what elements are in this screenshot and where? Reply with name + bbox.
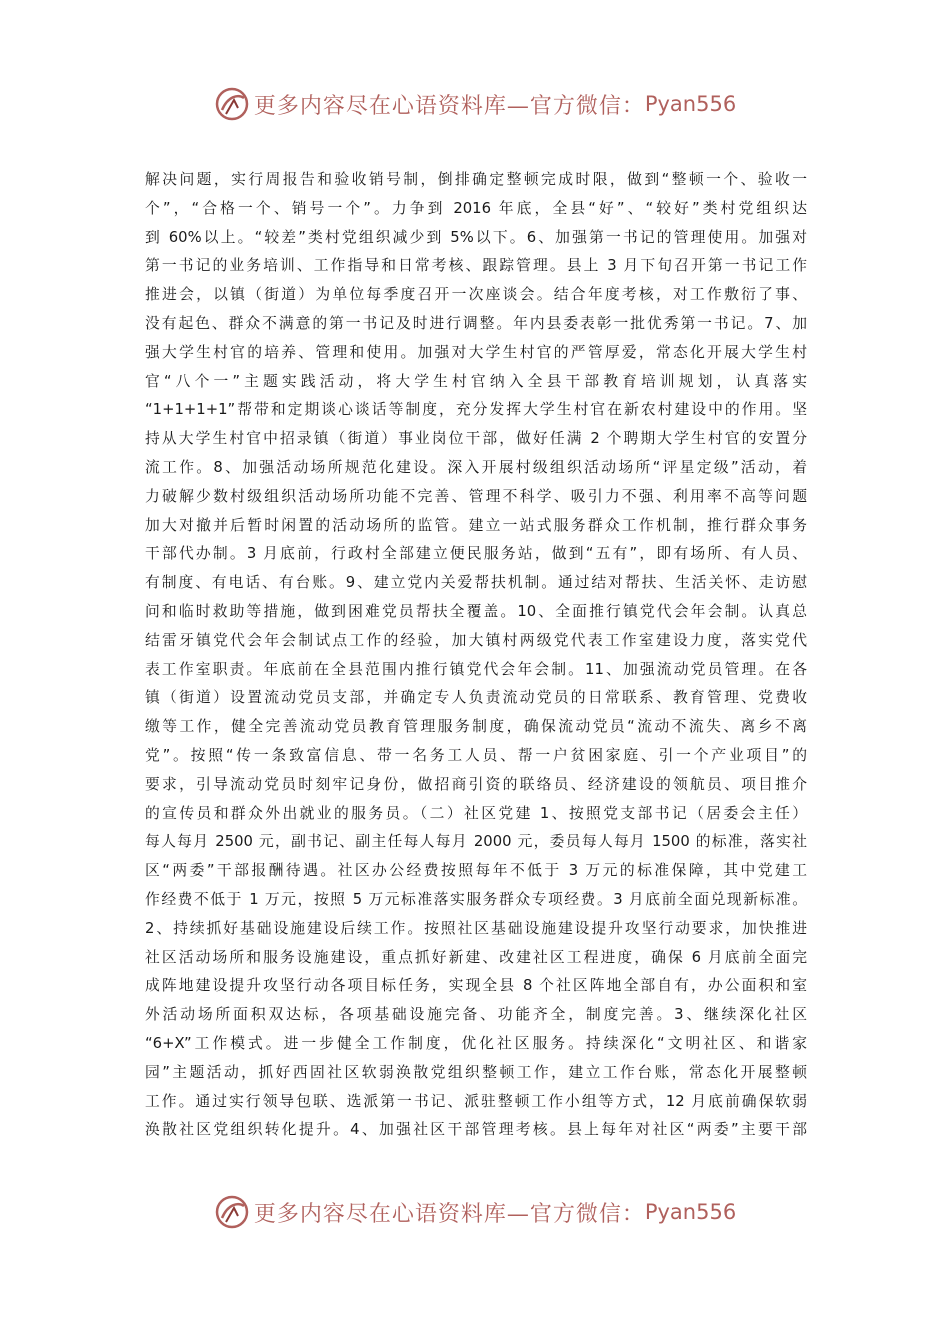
body-line: 解决问题，实行周报告和验收销号制，倒排确定整顿完成时限，做到“整顿一个、验收一 [145,171,807,188]
body-line: 涣散社区党组织转化提升。4、加强社区干部管理考核。县上每年对社区“两委”主要干部 [145,1121,807,1139]
body-line: 区“两委”干部报酬待遇。社区办公经费按照每年不低于 3 万元的标准保障，其中党建工 [145,862,807,880]
body-line: 问和临时救助等措施，做到困难党员帮扶全覆盖。10、全面推行镇党代会年会制。认真总 [145,602,807,620]
body-line: 第一书记的业务培训、工作指导和日常考核、跟踪管理。县上 3 月下旬召开第一书记工作 [145,257,807,275]
body-line: 到 60%以上。“较差”类村党组织减少到 5%以下。6、加强第一书记的管理使用。加强对 [145,228,807,246]
document-body [145,166,807,1145]
body-line: 社区活动场所和服务设施建设，重点抓好新建、改建社区工程进度，确保 6 月底前全面完 [145,948,807,966]
body-line: 成阵地建设提升攻坚行动各项目标任务，实现全县 8 个社区阵地全部自有，办公面积和室 [145,977,807,995]
body-line: 工作。通过实行领导包联、选派第一书记、派驻整顿工作小组等方式，12 月底前确保软弱 [145,1092,807,1110]
body-line: 个”，“合格一个、销号一个”。力争到 2016 年底，全县“好”、“较好”类村党组织达 [145,199,807,217]
body-line: “1+1+1+1”帮带和定期谈心谈话等制度，充分发挥大学生村官在新农村建设中的作用。坚 [145,401,807,419]
banner-text: 更多内容尽在心语资料库—官方微信： [253,93,645,119]
body-line: “6+X”工作模式。进一步健全工作制度，优化社区服务。持续深化“文明社区、和谐家 [145,1034,807,1052]
header-watermark-banner [0,82,950,126]
footer-watermark-banner [0,1190,950,1234]
body-line: 党”。按照“传一条致富信息、带一名务工人员、帮一户贫困家庭、引一个产业项目”的 [145,746,807,764]
body-line: 干部代办制。3 月底前，行政村全部建立便民服务站，做到“五有”，即有场所、有人员、 [145,545,807,563]
body-line: 园”主题活动，抓好西固社区软弱涣散党组织整顿工作，建立工作台账，常态化开展整顿 [145,1063,807,1081]
body-line: 力破解少数村级组织活动场所功能不完善、管理不科学、吸引力不强、利用率不高等问题 [145,487,807,505]
body-line: 持从大学生村官中招录镇（街道）事业岗位干部，做好任满 2 个聘期大学生村官的安置分 [145,430,807,448]
body-line: 有制度、有电话、有台账。9、建立党内关爱帮扶机制。通过结对帮扶、生活关怀、走访慰 [145,574,807,592]
body-line: 官“八个一”主题实践活动，将大学生村官纳入全县干部教育培训规划，认真落实 [145,372,807,390]
body-line: 没有起色、群众不满意的第一书记及时进行调整。年内县委表彰一批优秀第一书记。7、加 [145,314,807,332]
body-line: 结雷牙镇党代会年会制试点工作的经验，加大镇村两级党代表工作室建设力度，落实党代 [145,631,807,649]
body-line: 强大学生村官的培养、管理和使用。加强对大学生村官的严管厚爱，常态化开展大学生村 [145,343,807,361]
body-line: 每人每月 2500 元，副书记、副主任每人每月 2000 元，委员每人每月 1500 的标准，落实社 [145,833,807,851]
body-line: 推进会，以镇（街道）为单位每季度召开一次座谈会。结合年度考核，对工作敷衍了事、 [145,286,807,304]
body-line: 加大对撤并后暂时闲置的活动场所的监管。建立一站式服务群众工作机制，推行群众事务 [145,516,807,534]
logo-icon [214,1194,250,1230]
body-line: 要求，引导流动党员时刻牢记身份，做招商引资的联络员、经济建设的领航员、项目推介 [145,775,807,793]
banner-wechat-id: Pyan556 [644,92,737,116]
body-line: 表工作室职责。年底前在全县范围内推行镇党代会年会制。11、加强流动党员管理。在各 [145,660,807,678]
body-line: 2、持续抓好基础设施建设后续工作。按照社区基础设施建设提升攻坚行动要求，加快推进 [145,919,807,937]
banner-text: 更多内容尽在心语资料库—官方微信： [253,1201,645,1227]
body-line: 缴等工作，健全完善流动党员教育管理服务制度，确保流动党员“流动不流失、离乡不离 [145,718,807,736]
banner-wechat-id: Pyan556 [644,1200,737,1224]
logo-icon [214,86,250,122]
body-line: 流工作。8、加强活动场所规范化建设。深入开展村级组织活动场所“评星定级”活动，着 [145,458,807,476]
body-line: 的宣传员和群众外出就业的服务员。（二）社区党建 1、按照党支部书记（居委会主任） [145,804,807,822]
body-line: 外活动场所面积双达标，各项基础设施完备、功能齐全，制度完善。3、继续深化社区 [145,1006,807,1024]
body-line: 镇（街道）设置流动党员支部，并确定专人负责流动党员的日常联系、教育管理、党费收 [145,689,807,707]
body-line: 作经费不低于 1 万元，按照 5 万元标准落实服务群众专项经费。3 月底前全面兑现新标准。 [145,890,807,908]
